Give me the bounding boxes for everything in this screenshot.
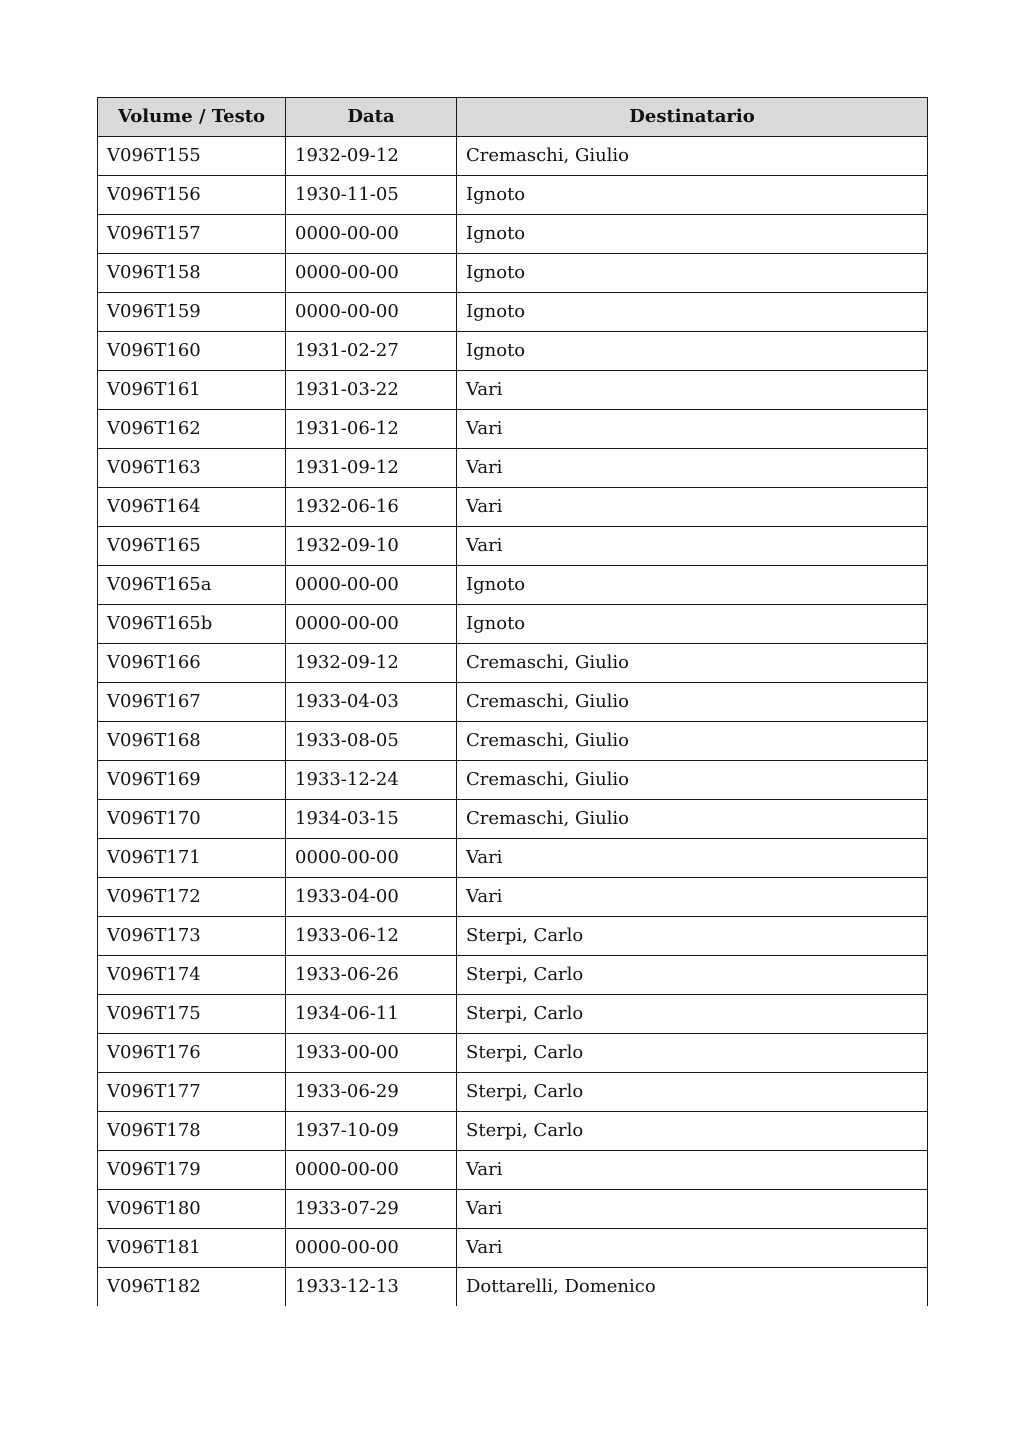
cell-destinatario: Cremaschi, Giulio xyxy=(457,722,928,761)
cell-data: 1933-04-00 xyxy=(286,878,457,917)
cell-destinatario: Sterpi, Carlo xyxy=(457,917,928,956)
cell-destinatario: Ignoto xyxy=(457,254,928,293)
cell-destinatario: Sterpi, Carlo xyxy=(457,956,928,995)
cell-destinatario: Vari xyxy=(457,371,928,410)
cell-destinatario: Vari xyxy=(457,527,928,566)
cell-destinatario: Dottarelli, Domenico xyxy=(457,1268,928,1307)
cell-destinatario: Sterpi, Carlo xyxy=(457,1073,928,1112)
table-row xyxy=(98,371,928,410)
table-row xyxy=(98,254,928,293)
cell-data: 0000-00-00 xyxy=(286,605,457,644)
table-row xyxy=(98,1112,928,1151)
table-row xyxy=(98,488,928,527)
cell-volume-testo: V096T175 xyxy=(98,995,286,1034)
cell-data: 0000-00-00 xyxy=(286,566,457,605)
cell-volume-testo: V096T168 xyxy=(98,722,286,761)
header-data: Data xyxy=(286,98,457,137)
table-body xyxy=(98,137,928,1307)
cell-destinatario: Ignoto xyxy=(457,215,928,254)
cell-volume-testo: V096T165a xyxy=(98,566,286,605)
cell-data: 1932-09-10 xyxy=(286,527,457,566)
table-row xyxy=(98,1034,928,1073)
cell-volume-testo: V096T180 xyxy=(98,1190,286,1229)
cell-volume-testo: V096T156 xyxy=(98,176,286,215)
table-row xyxy=(98,1190,928,1229)
cell-data: 1933-08-05 xyxy=(286,722,457,761)
cell-volume-testo: V096T166 xyxy=(98,644,286,683)
cell-data: 1931-09-12 xyxy=(286,449,457,488)
cell-destinatario: Vari xyxy=(457,878,928,917)
cell-volume-testo: V096T179 xyxy=(98,1151,286,1190)
cell-data: 1934-03-15 xyxy=(286,800,457,839)
table-row xyxy=(98,449,928,488)
cell-volume-testo: V096T158 xyxy=(98,254,286,293)
table-row xyxy=(98,566,928,605)
cell-volume-testo: V096T164 xyxy=(98,488,286,527)
table-row xyxy=(98,761,928,800)
cell-data: 1933-06-12 xyxy=(286,917,457,956)
cell-data: 1932-09-12 xyxy=(286,137,457,176)
cell-destinatario: Sterpi, Carlo xyxy=(457,1034,928,1073)
cell-data: 1933-06-26 xyxy=(286,956,457,995)
cell-destinatario: Ignoto xyxy=(457,332,928,371)
cell-volume-testo: V096T159 xyxy=(98,293,286,332)
cell-volume-testo: V096T172 xyxy=(98,878,286,917)
cell-destinatario: Cremaschi, Giulio xyxy=(457,800,928,839)
cell-volume-testo: V096T160 xyxy=(98,332,286,371)
table-row xyxy=(98,683,928,722)
cell-destinatario: Vari xyxy=(457,839,928,878)
cell-data: 0000-00-00 xyxy=(286,293,457,332)
cell-destinatario: Vari xyxy=(457,410,928,449)
table-row xyxy=(98,878,928,917)
cell-data: 1932-09-12 xyxy=(286,644,457,683)
cell-destinatario: Ignoto xyxy=(457,605,928,644)
cell-data: 1933-06-29 xyxy=(286,1073,457,1112)
cell-data: 0000-00-00 xyxy=(286,1229,457,1268)
cell-volume-testo: V096T162 xyxy=(98,410,286,449)
table-row xyxy=(98,722,928,761)
cell-volume-testo: V096T182 xyxy=(98,1268,286,1307)
cell-data: 0000-00-00 xyxy=(286,1151,457,1190)
table-row xyxy=(98,176,928,215)
header-row xyxy=(98,98,928,137)
table-header xyxy=(98,98,928,137)
table-row xyxy=(98,410,928,449)
cell-volume-testo: V096T157 xyxy=(98,215,286,254)
cell-volume-testo: V096T155 xyxy=(98,137,286,176)
cell-destinatario: Cremaschi, Giulio xyxy=(457,761,928,800)
cell-destinatario: Cremaschi, Giulio xyxy=(457,137,928,176)
cell-destinatario: Vari xyxy=(457,1229,928,1268)
cell-data: 1933-04-03 xyxy=(286,683,457,722)
table-row xyxy=(98,1073,928,1112)
table-row xyxy=(98,800,928,839)
cell-volume-testo: V096T167 xyxy=(98,683,286,722)
cell-volume-testo: V096T165 xyxy=(98,527,286,566)
cell-destinatario: Ignoto xyxy=(457,293,928,332)
table-row xyxy=(98,215,928,254)
cell-data: 1933-07-29 xyxy=(286,1190,457,1229)
header-volume-testo: Volume / Testo xyxy=(98,98,286,137)
table-row xyxy=(98,293,928,332)
table-row xyxy=(98,137,928,176)
cell-data: 1934-06-11 xyxy=(286,995,457,1034)
cell-destinatario: Sterpi, Carlo xyxy=(457,995,928,1034)
cell-data: 0000-00-00 xyxy=(286,839,457,878)
cell-data: 1933-12-24 xyxy=(286,761,457,800)
cell-data: 1932-06-16 xyxy=(286,488,457,527)
cell-destinatario: Vari xyxy=(457,449,928,488)
cell-volume-testo: V096T176 xyxy=(98,1034,286,1073)
table-row xyxy=(98,1268,928,1307)
cell-destinatario: Ignoto xyxy=(457,176,928,215)
cell-volume-testo: V096T173 xyxy=(98,917,286,956)
cell-volume-testo: V096T165b xyxy=(98,605,286,644)
table-row xyxy=(98,839,928,878)
cell-destinatario: Vari xyxy=(457,488,928,527)
cell-data: 1931-02-27 xyxy=(286,332,457,371)
table-row xyxy=(98,605,928,644)
cell-destinatario: Vari xyxy=(457,1151,928,1190)
cell-data: 1933-12-13 xyxy=(286,1268,457,1307)
cell-data: 0000-00-00 xyxy=(286,215,457,254)
table-row xyxy=(98,644,928,683)
cell-volume-testo: V096T170 xyxy=(98,800,286,839)
cell-data: 1933-00-00 xyxy=(286,1034,457,1073)
table-row xyxy=(98,1151,928,1190)
letters-table xyxy=(97,97,928,1306)
table-row xyxy=(98,332,928,371)
cell-destinatario: Sterpi, Carlo xyxy=(457,1112,928,1151)
cell-volume-testo: V096T171 xyxy=(98,839,286,878)
table-row xyxy=(98,527,928,566)
cell-data: 0000-00-00 xyxy=(286,254,457,293)
header-destinatario: Destinatario xyxy=(457,98,928,137)
cell-volume-testo: V096T177 xyxy=(98,1073,286,1112)
cell-data: 1931-03-22 xyxy=(286,371,457,410)
cell-data: 1937-10-09 xyxy=(286,1112,457,1151)
cell-destinatario: Cremaschi, Giulio xyxy=(457,683,928,722)
cell-volume-testo: V096T161 xyxy=(98,371,286,410)
cell-volume-testo: V096T178 xyxy=(98,1112,286,1151)
cell-destinatario: Cremaschi, Giulio xyxy=(457,644,928,683)
table-row xyxy=(98,995,928,1034)
cell-volume-testo: V096T163 xyxy=(98,449,286,488)
cell-data: 1931-06-12 xyxy=(286,410,457,449)
cell-data: 1930-11-05 xyxy=(286,176,457,215)
table-row xyxy=(98,917,928,956)
cell-volume-testo: V096T181 xyxy=(98,1229,286,1268)
cell-volume-testo: V096T169 xyxy=(98,761,286,800)
cell-volume-testo: V096T174 xyxy=(98,956,286,995)
table-row xyxy=(98,1229,928,1268)
table-row xyxy=(98,956,928,995)
cell-destinatario: Vari xyxy=(457,1190,928,1229)
cell-destinatario: Ignoto xyxy=(457,566,928,605)
